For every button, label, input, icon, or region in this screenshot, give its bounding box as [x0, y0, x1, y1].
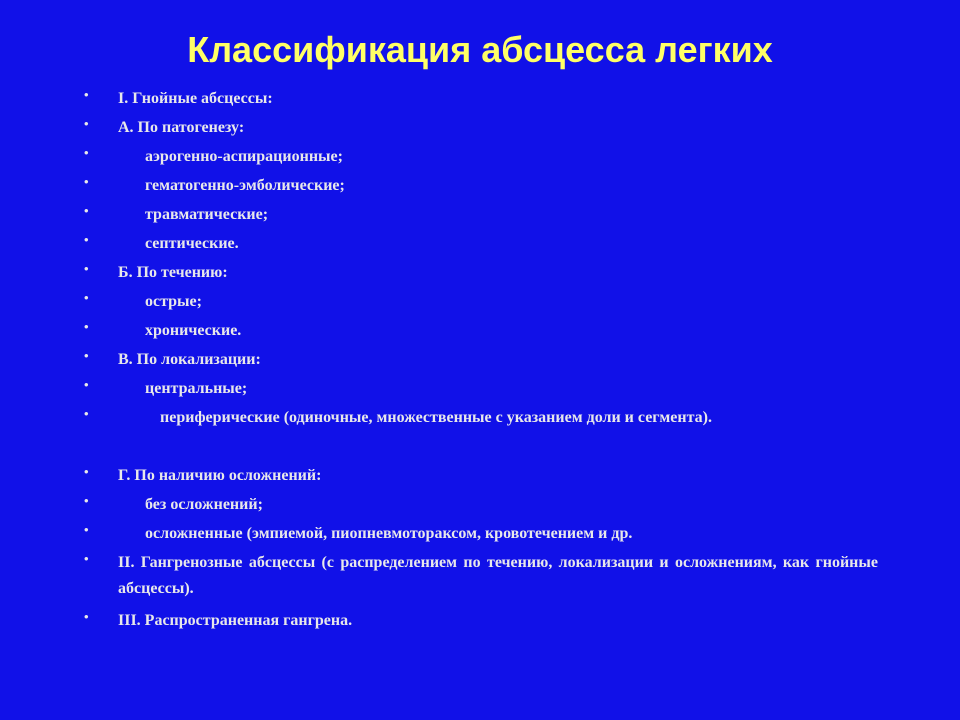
bullet-icon: • — [84, 203, 89, 218]
list-item — [84, 289, 878, 318]
list-item — [84, 318, 878, 347]
list-item-text: без осложнений; — [145, 496, 263, 513]
list-item — [84, 608, 878, 637]
list-item — [84, 463, 878, 492]
bullet-icon: • — [84, 406, 89, 421]
list-item-text: травматические; — [145, 206, 269, 223]
list-item-text: I. Гнойные абсцессы: — [118, 90, 273, 107]
bullet-icon: • — [84, 261, 89, 276]
list-item — [84, 347, 878, 376]
list-item — [84, 405, 878, 463]
list-item-text: центральные; — [145, 380, 248, 397]
bullet-icon: • — [84, 551, 89, 566]
list-item — [84, 202, 878, 231]
list-item-text: III. Распространенная гангрена. — [118, 612, 353, 629]
list-item — [84, 115, 878, 144]
list-item-text: гематогенно-эмболические; — [145, 177, 345, 194]
list-item-text: осложненные (эмпиемой, пиопневмотораксом, кровотечением и др. — [145, 525, 633, 542]
list-item-text: В. По локализации: — [118, 351, 261, 368]
bullet-icon: • — [84, 609, 89, 624]
list-item-text: септические. — [145, 235, 239, 252]
list-item — [84, 521, 878, 550]
list-item — [84, 144, 878, 173]
list-item — [84, 492, 878, 521]
bullet-icon: • — [84, 174, 89, 189]
bullet-icon: • — [84, 290, 89, 305]
list-item-text: аэрогенно-аспирационные; — [145, 148, 343, 165]
list-item-text: острые; — [145, 293, 202, 310]
list-item — [84, 86, 878, 115]
list-item-text: II. Гангренозные абсцессы (с распределением по течению, локализации и осложнениям, как гнойные абсцессы). — [118, 554, 878, 597]
list-item-text: Б. По течению: — [118, 264, 228, 281]
list-item-text: А. По патогенезу: — [118, 119, 245, 136]
bullet-icon: • — [84, 232, 89, 247]
list-item — [84, 173, 878, 202]
bullet-icon: • — [84, 522, 89, 537]
bullet-icon: • — [84, 319, 89, 334]
list-item-text: хронические. — [145, 322, 242, 339]
classification-list — [84, 86, 878, 637]
bullet-icon: • — [84, 116, 89, 131]
slide-title: Классификация абсцесса легких — [187, 29, 773, 70]
bullet-icon: • — [84, 464, 89, 479]
list-item — [84, 260, 878, 289]
bullet-icon: • — [84, 145, 89, 160]
bullet-icon: • — [84, 377, 89, 392]
list-item — [84, 550, 878, 608]
list-item — [84, 376, 878, 405]
list-item — [84, 231, 878, 260]
list-item-text: Г. По наличию осложнений: — [118, 467, 322, 484]
list-item-text: периферические (одиночные, множественные с указанием доли и сегмента). — [160, 409, 712, 426]
bullet-icon: • — [84, 493, 89, 508]
bullet-icon: • — [84, 87, 89, 102]
bullet-icon: • — [84, 348, 89, 363]
